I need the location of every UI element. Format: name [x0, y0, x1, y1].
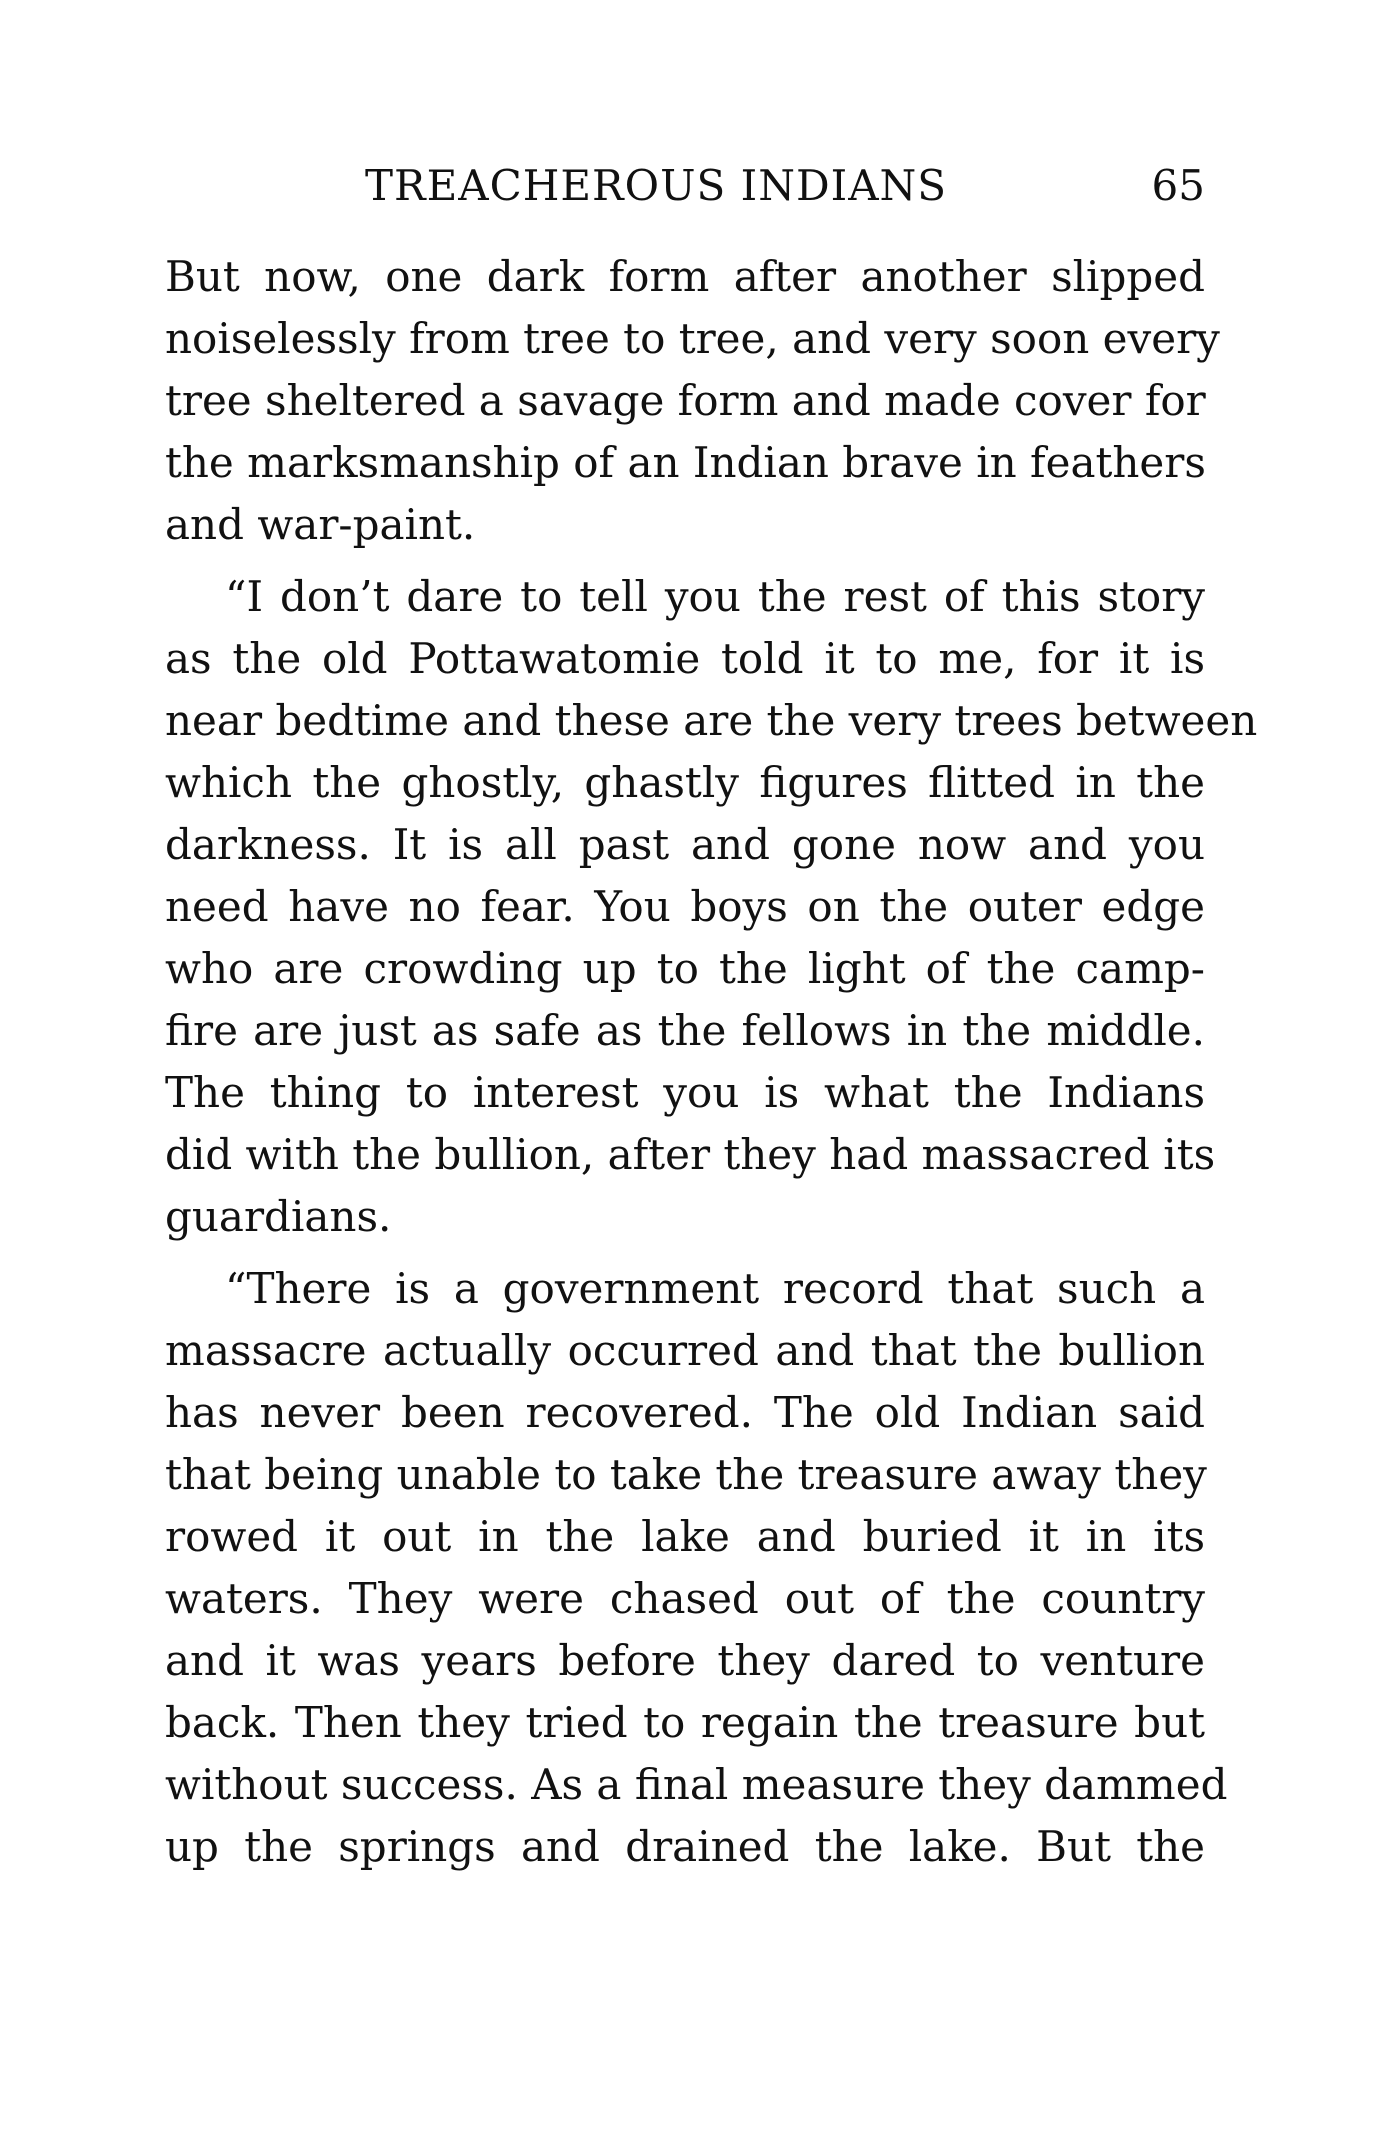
- text-line: without success. As a final measure they dammed: [165, 1760, 1228, 1809]
- running-title: TREACHEROUS INDIANS: [365, 161, 948, 210]
- text-line: up the springs and drained the lake. But the: [165, 1822, 1205, 1871]
- text-line: as the old Pottawatomie told it to me, for it is: [165, 634, 1205, 683]
- text-line: massacre actually occurred and that the bullion: [165, 1326, 1205, 1375]
- text-line: tree sheltered a savage form and made cover for: [165, 376, 1206, 425]
- text-line: the marksmanship of an Indian brave in feathers: [165, 438, 1206, 487]
- text-line: has never been recovered. The old Indian said: [165, 1388, 1205, 1437]
- text-line: need have no fear. You boys on the outer edge: [165, 882, 1205, 931]
- text-line: and war-paint.: [165, 500, 476, 549]
- text-line: But now, one dark form after another slipped: [165, 252, 1205, 301]
- running-head: [165, 158, 1205, 214]
- text-line: did with the bullion, after they had massacred its: [165, 1130, 1216, 1179]
- text-line: noiselessly from tree to tree, and very soon every: [165, 314, 1220, 363]
- text-line: that being unable to take the treasure away they: [165, 1450, 1207, 1499]
- text-line: near bedtime and these are the very trees between: [165, 696, 1258, 745]
- text-line: and it was years before they dared to venture: [165, 1636, 1205, 1685]
- page-number: 65: [1151, 161, 1205, 210]
- text-line: “There is a government record that such a: [225, 1264, 1205, 1313]
- text-line: “I don’t dare to tell you the rest of this story: [225, 572, 1205, 621]
- text-line: darkness. It is all past and gone now and you: [165, 820, 1205, 869]
- text-line: rowed it out in the lake and buried it in its: [165, 1512, 1205, 1561]
- text-line: which the ghostly, ghastly figures flitted in the: [165, 758, 1205, 807]
- text-line: back. Then they tried to regain the treasure but: [165, 1698, 1205, 1747]
- text-line: The thing to interest you is what the Indians: [165, 1068, 1205, 1117]
- text-line: guardians.: [165, 1192, 392, 1241]
- text-line: fire are just as safe as the fellows in the middle.: [165, 1006, 1205, 1055]
- text-line: waters. They were chased out of the country: [165, 1574, 1205, 1623]
- text-line: who are crowding up to the light of the camp-: [165, 944, 1205, 993]
